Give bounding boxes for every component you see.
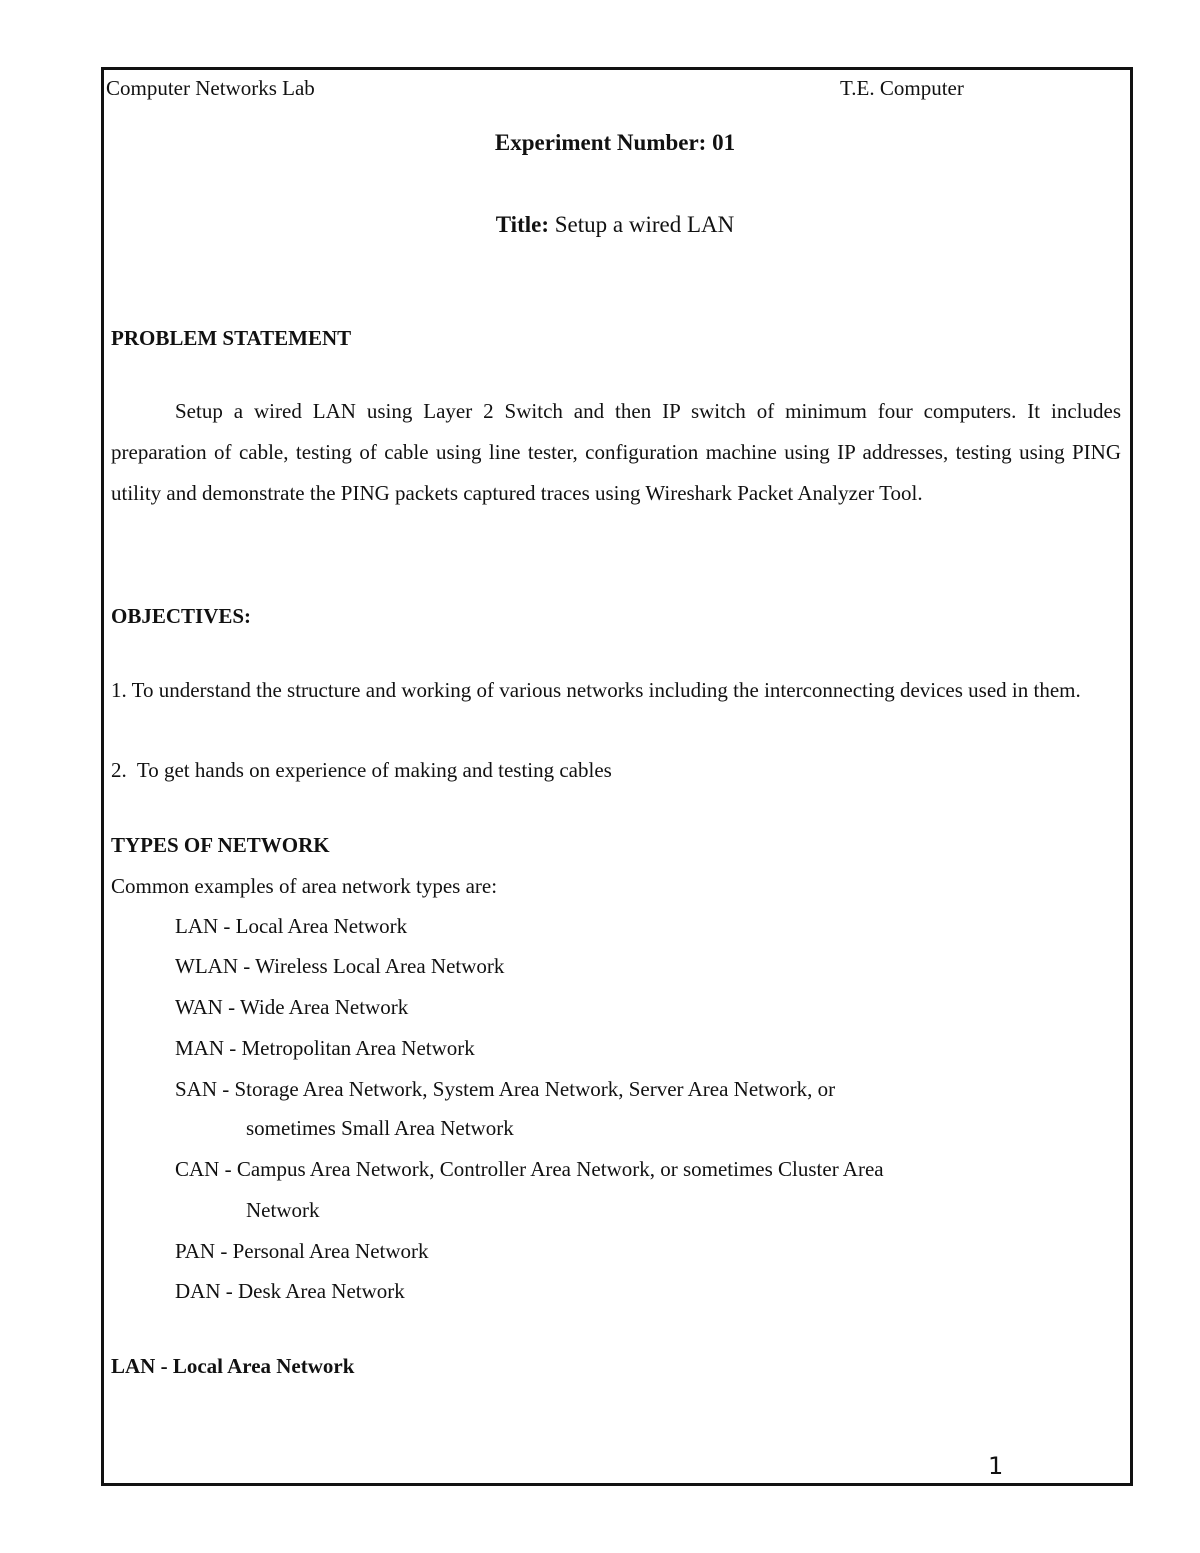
network-type-can-continued: Network bbox=[246, 1198, 320, 1222]
network-type-pan: PAN - Personal Area Network bbox=[175, 1239, 429, 1263]
title-label: Title: bbox=[495, 212, 549, 237]
network-type-wlan: WLAN - Wireless Local Area Network bbox=[175, 954, 505, 978]
objective-item-1: 1. To understand the structure and working of various networks including the interconnecting devices used in them. bbox=[111, 678, 1081, 702]
header-class: T.E. Computer bbox=[840, 76, 964, 100]
header-course: Computer Networks Lab bbox=[106, 76, 315, 100]
lan-heading: LAN - Local Area Network bbox=[111, 1354, 355, 1378]
problem-heading: PROBLEM STATEMENT bbox=[111, 326, 352, 350]
experiment-title bbox=[0, 212, 1200, 238]
objectives-heading: OBJECTIVES: bbox=[111, 604, 252, 628]
objective-item-2: 2. To get hands on experience of making and testing cables bbox=[111, 758, 612, 782]
network-type-man: MAN - Metropolitan Area Network bbox=[175, 1036, 475, 1060]
network-type-san-continued: sometimes Small Area Network bbox=[246, 1116, 514, 1140]
network-type-lan: LAN - Local Area Network bbox=[175, 914, 408, 938]
experiment-number: Experiment Number: 01 bbox=[494, 130, 736, 155]
network-type-can: CAN - Campus Area Network, Controller Area Network, or sometimes Cluster Area bbox=[175, 1157, 884, 1181]
title-text: Setup a wired LAN bbox=[554, 212, 735, 237]
page-number: 1 bbox=[988, 1452, 1004, 1480]
network-type-san: SAN - Storage Area Network, System Area Network, Server Area Network, or bbox=[175, 1077, 836, 1101]
types-intro: Common examples of area network types are: bbox=[111, 874, 498, 898]
types-heading: TYPES OF NETWORK bbox=[111, 833, 330, 857]
network-type-dan: DAN - Desk Area Network bbox=[175, 1279, 405, 1303]
network-type-wan: WAN - Wide Area Network bbox=[175, 995, 409, 1019]
problem-text: Setup a wired LAN using Layer 2 Switch and then IP switch of minimum four computers. It includes preparation of cable, testing of cable using line tester, configuration machine using IP addresses, testing using PING utility and demonstrate the PING packets captured traces using Wireshark Packet Analyzer Tool. bbox=[111, 399, 1121, 505]
